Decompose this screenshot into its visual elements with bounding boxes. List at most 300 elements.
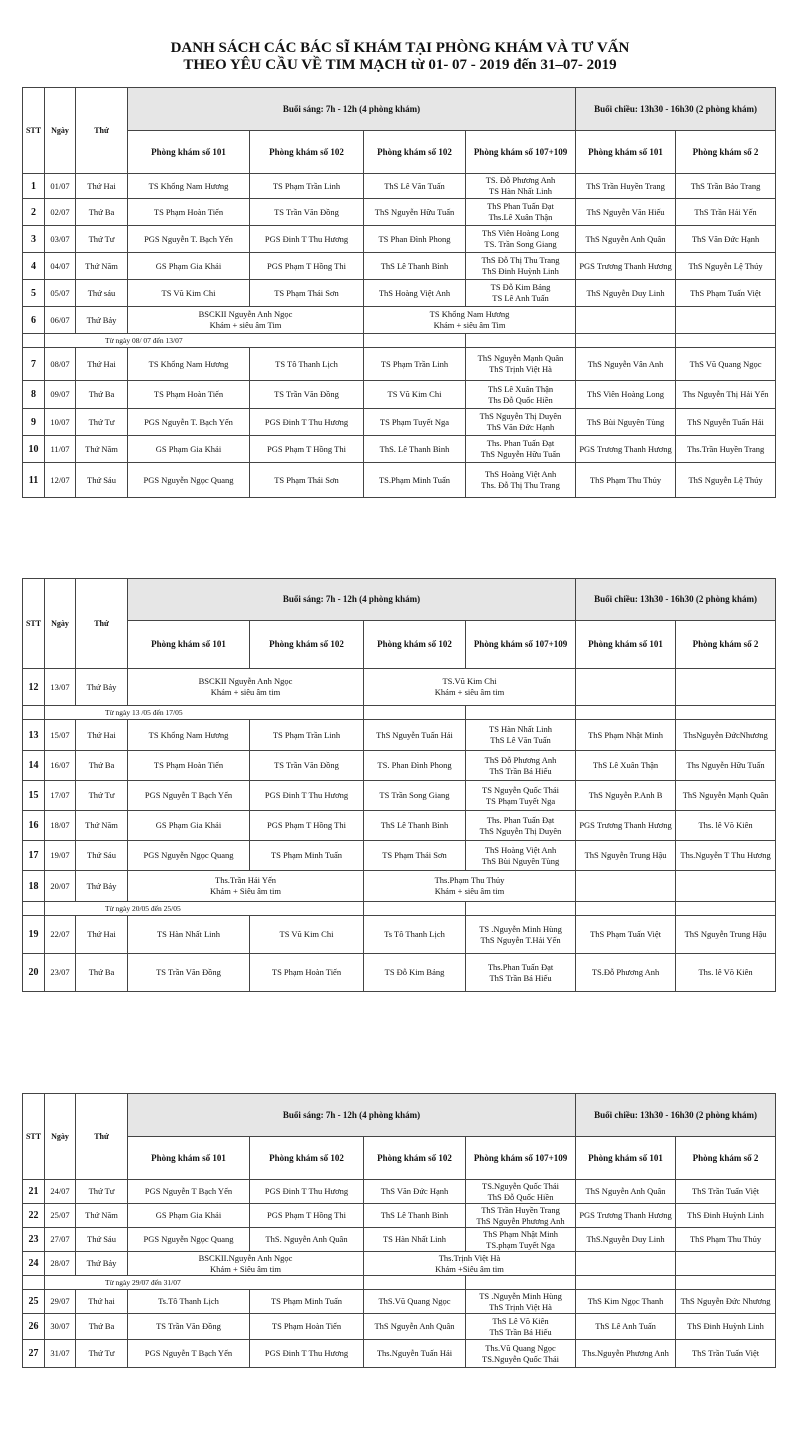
row-weekday: Thứ Năm [76,253,128,280]
doctor-name: PGS Nguyễn Ngọc Quang [143,474,234,485]
doctor-cell [128,381,250,409]
doctor-name: ThS Nguyễn Anh Quân [585,233,666,244]
row-weekday: Thứ Năm [76,436,128,463]
doctor-name: Ths Đỗ Quốc Hiền [488,394,553,405]
blank-cell [576,669,676,706]
blank-cell [466,902,576,916]
header-date: Ngày [45,88,76,174]
row-weekday: Thứ Hai [76,174,128,199]
doctor-name: PGS Trương Thanh Hương [579,443,672,454]
period-subheader-row [23,334,776,348]
row-stt: 8 [23,381,45,409]
doctor-cell [576,781,676,811]
doctor-cell [128,1290,250,1314]
row-stt: 1 [23,174,45,199]
blank-cell [576,334,676,348]
doctor-name: TS.Vũ Kim Chi [442,676,497,686]
doctor-cell [466,811,576,841]
doctor-name: TS Phạm Hoàn Tiến [271,967,342,977]
doctor-cell [466,1228,576,1252]
doctor-cell [676,1290,776,1314]
doctor-name: TS Khổng Nam Hương [148,358,229,369]
blank-cell [576,706,676,720]
doctor-name: ThS.Vũ Quang Ngọc [378,1296,451,1306]
doctor-cell [128,751,250,781]
doctor-name: ThS Lê Thanh Bình [380,1210,449,1220]
blank-cell [364,1276,466,1290]
doctor-cell [128,781,250,811]
doctor-name: ThS Trần Bá Hiếu [489,1326,552,1337]
doctor-cell [466,226,576,253]
doctor-name: Ts.Tô Thanh Lịch [158,1296,219,1306]
doctor-name: Khám +Siêu âm tim [435,1263,504,1274]
row-weekday: Thứ Hai [76,348,128,381]
row-stt: 2 [23,199,45,226]
doctor-name: Ths. Phan Tuấn Đạt [486,814,555,825]
row-date: 05/07 [45,280,76,307]
row-date: 01/07 [45,174,76,199]
saturday-right-cell [364,871,576,902]
doctor-cell [364,280,466,307]
blank-cell [23,334,45,348]
doctor-name: ThS Nguyễn Văn Hiếu [586,206,665,217]
doctor-cell [676,720,776,751]
doctor-name: TS Phạm Hoàn Tiến [153,206,224,217]
doctor-name: TS Phạm Hoàn Tiến [153,760,224,770]
doctor-cell [364,841,466,871]
doctor-cell [364,720,466,751]
doctor-name: PGS Nguyễn T Bạch Yến [144,790,233,800]
header-weekday: Thứ [76,88,128,174]
doctor-cell [128,409,250,436]
row-weekday: Thứ Ba [76,381,128,409]
doctor-name: ThS Nguyễn Hữu Tuấn [480,449,561,459]
doctor-cell [364,409,466,436]
doctor-name: TS. Phan Đình Phong [377,760,452,770]
schedule-row [23,1340,776,1368]
blank-cell [676,902,776,916]
schedule-row [23,720,776,751]
doctor-name: Ths.Phan Tuấn Đạt [487,961,554,972]
blank-cell [364,334,466,348]
header-room: Phòng khám số 102 [364,621,466,669]
row-weekday: Thứ Tư [76,1340,128,1368]
doctor-name: TS. Đỗ Phương Anh [485,175,556,185]
row-weekday: Thứ Sáu [76,1228,128,1252]
header-row [23,579,776,621]
header-stt: STT [23,88,45,174]
header-rooms-row [23,621,776,669]
schedule-row [23,436,776,463]
header-room: Phòng khám số 101 [576,621,676,669]
doctor-name: TS Hàn Nhất Linh [489,724,553,734]
header-room: Phòng khám số 101 [128,621,250,669]
row-weekday: Thứ Bảy [76,871,128,902]
doctor-cell [250,348,364,381]
doctor-name: Ths.Nguyễn Phương Anh [582,1348,669,1358]
doctor-cell [466,436,576,463]
doctor-name: PGS Trương Thanh Hương [579,260,672,271]
doctor-name: ThS Nguyễn T.Hải Yến [480,934,561,945]
row-weekday: Thứ Ba [76,751,128,781]
doctor-cell [128,199,250,226]
doctor-cell [466,280,576,307]
doctor-cell [364,1290,466,1314]
doctor-cell [466,199,576,226]
doctor-cell [466,751,576,781]
doctor-name: ThS Đinh Huỳnh Linh [687,1210,764,1220]
header-afternoon-session: Buổi chiều: 13h30 - 16h30 (2 phòng khám) [576,1094,776,1137]
schedule-row [23,871,776,902]
doctor-name: BSCKII.Nguyễn Anh Ngọc [198,1252,293,1263]
doctor-cell [250,720,364,751]
doctor-cell [466,348,576,381]
row-date: 09/07 [45,381,76,409]
header-weekday: Thứ [76,579,128,669]
doctor-cell [250,781,364,811]
header-rooms-row [23,131,776,174]
doctor-name: Ths Nguyễn Thị Hải Yến [682,389,769,399]
row-stt: 27 [23,1340,45,1368]
doctor-name: ThS Trần Bảo Trang [690,180,761,191]
header-room: Phòng khám số 101 [576,1137,676,1180]
doctor-name: ThS Viên Hoàng Long [482,228,560,238]
blank-cell [576,1252,676,1276]
doctor-cell [466,781,576,811]
doctor-name: PGS Phạm T Hồng Thi [267,820,346,830]
doctor-cell [364,1228,466,1252]
doctor-cell [250,916,364,954]
doctor-cell [364,1314,466,1340]
doctor-name: TS Phạm Trần Linh [272,180,341,191]
doctor-cell [466,1204,576,1228]
period-subheader-row [23,902,776,916]
schedule-row [23,174,776,199]
row-stt: 17 [23,841,45,871]
schedule-row [23,1252,776,1276]
doctor-cell [364,954,466,992]
row-weekday: Thứ Hai [76,720,128,751]
doctor-name: Khám + siêu âm tim [210,687,281,697]
doctor-cell [576,226,676,253]
period-label: Từ ngày 20/05 đến 25/05 [45,902,364,916]
doctor-name: Ths.Nguyễn Tuấn Hải [376,1348,453,1358]
row-stt: 26 [23,1314,45,1340]
row-date: 11/07 [45,436,76,463]
doctor-name: ThS. Nguyễn Anh Quân [265,1234,348,1244]
doctor-cell [128,841,250,871]
doctor-cell [128,811,250,841]
doctor-cell [466,841,576,871]
saturday-right-cell [364,669,576,706]
row-date: 08/07 [45,348,76,381]
doctor-name: ThS Lê Xuân Thận [487,383,554,394]
document-title-line-1: DANH SÁCH CÁC BÁC SĨ KHÁM TẠI PHÒNG KHÁM VÀ TƯ VẤN [170,40,630,56]
doctor-name: Ths. lê Võ Kiên [698,967,753,977]
doctor-name: ThS Lê Thanh Bình [380,820,449,830]
doctor-cell [466,1314,576,1340]
doctor-cell [250,811,364,841]
doctor-name: Khám + siêu âm Tim [209,320,282,330]
doctor-cell [576,841,676,871]
doctor-name: ThS Phạm Nhật Minh [588,729,663,740]
header-room: Phòng khám số 102 [250,131,364,174]
row-weekday: Thứ sáu [76,280,128,307]
doctor-cell [466,381,576,409]
doctor-cell [364,781,466,811]
doctor-name: ThS Phạm Thu Thủy [689,1234,762,1244]
doctor-name: ThS Trần Huyền Trang [586,180,665,191]
row-date: 19/07 [45,841,76,871]
doctor-cell [576,916,676,954]
doctor-cell [250,1290,364,1314]
blank-cell [676,706,776,720]
header-afternoon-session: Buổi chiều: 13h30 - 16h30 (2 phòng khám) [576,579,776,621]
blank-cell [364,706,466,720]
row-stt: 20 [23,954,45,992]
doctor-name: ThS Nguyễn Mạnh Quân [477,353,564,363]
blank-cell [676,1252,776,1276]
schedule-row [23,1314,776,1340]
doctor-name: Ths. Đỗ Thị Thu Trang [481,480,560,490]
row-date: 16/07 [45,751,76,781]
doctor-cell [128,1204,250,1228]
doctor-name: BSCKII Nguyễn Anh Ngọc [198,676,293,686]
doctor-cell [364,811,466,841]
row-date: 25/07 [45,1204,76,1228]
doctor-name: ThS Đỗ Thị Thu Trang [481,255,560,265]
doctor-name: Khám + Siêu âm tim [210,886,281,896]
doctor-name: PGS Nguyễn T. Bạch Yến [144,233,233,244]
doctor-cell [250,199,364,226]
doctor-cell [128,226,250,253]
doctor-name: PGS Nguyễn Ngọc Quang [143,1234,234,1244]
schedule-row [23,954,776,992]
doctor-name: TS Tô Thanh Lịch [275,358,338,369]
row-stt: 4 [23,253,45,280]
doctor-name: TS Lê Anh Tuấn [492,293,549,303]
doctor-name: ThS Viên Hoàng Long [587,389,665,399]
header-weekday: Thứ [76,1094,128,1180]
doctor-name: TS Trần Văn Đồng [156,967,221,977]
doctor-name: TS Phạm Hoàn Tiến [271,1321,342,1331]
doctor-name: ThS Nguyễn Anh Quân [374,1321,455,1331]
doctor-cell [676,781,776,811]
doctor-cell [676,916,776,954]
header-room: Phòng khám số 102 [364,1137,466,1180]
doctor-cell [576,811,676,841]
schedule-row [23,1290,776,1314]
doctor-cell [250,174,364,199]
schedule-row [23,781,776,811]
doctor-name: TS.Phạm Minh Tuấn [378,474,451,485]
doctor-name: ThS Nguyễn Duy Linh [586,287,665,298]
doctor-name: ThS Đinh Huỳnh Linh [687,1321,764,1331]
row-date: 02/07 [45,199,76,226]
doctor-name: TS Đỗ Kim Bảng [490,282,551,292]
schedule-row [23,1204,776,1228]
doctor-cell [676,841,776,871]
doctor-cell [250,253,364,280]
doctor-name: ThS Nguyễn Tuấn Hải [687,416,764,427]
row-stt: 18 [23,871,45,902]
row-date: 29/07 [45,1290,76,1314]
row-date: 03/07 [45,226,76,253]
doctor-cell [128,280,250,307]
doctor-name: GS Phạm Gia Khải [155,1210,222,1220]
doctor-name: PGS Phạm T Hồng Thi [267,1210,346,1220]
doctor-name: TS Nguyễn Quốc Thái [482,784,560,795]
doctor-name: ThsNguyễn ĐứcNhương [683,729,768,740]
row-date: 10/07 [45,409,76,436]
row-stt: 6 [23,307,45,334]
schedule-row [23,409,776,436]
doctor-name: PGS Nguyễn T Bạch Yến [144,1348,233,1358]
doctor-name: ThS Hoàng Việt Anh [484,469,557,479]
doctor-cell [676,409,776,436]
row-weekday: Thứ Hai [76,916,128,954]
doctor-name: ThS Đinh Huỳnh Linh [482,266,559,276]
row-stt: 25 [23,1290,45,1314]
row-stt: 13 [23,720,45,751]
doctor-name: TS Khổng Nam Hương [148,180,229,191]
doctor-cell [576,954,676,992]
doctor-name: ThS Phan Tuấn Đạt [487,201,554,211]
doctor-name: TS Vũ Kim Chi [161,287,216,298]
doctor-cell [676,174,776,199]
doctor-cell [250,436,364,463]
row-date: 24/07 [45,1180,76,1204]
doctor-cell [576,1290,676,1314]
schedule-row [23,669,776,706]
schedule-table-3 [22,1093,776,1368]
row-weekday: Thứ hai [76,1290,128,1314]
doctor-name: TS Khổng Nam Hương [148,729,229,740]
header-room: Phòng khám số 107+109 [466,131,576,174]
doctor-cell [676,280,776,307]
blank-cell [576,307,676,334]
doctor-cell [250,409,364,436]
schedule-row [23,811,776,841]
header-room: Phòng khám số 102 [364,131,466,174]
doctor-cell [466,1180,576,1204]
header-room: Phòng khám số 102 [250,621,364,669]
doctor-cell [364,1180,466,1204]
doctor-cell [364,381,466,409]
row-stt: 23 [23,1228,45,1252]
doctor-name: TS Trần Văn Đồng [156,1321,221,1331]
doctor-cell [466,916,576,954]
doctor-cell [676,1314,776,1340]
doctor-name: TS. Trần Song Giang [484,239,557,249]
blank-cell [364,902,466,916]
saturday-left-cell [128,669,364,706]
doctor-name: ThS Văn Đức Hạnh [380,1186,449,1196]
schedule-table-1 [22,87,776,498]
doctor-cell [676,1228,776,1252]
header-room: Phòng khám số 107+109 [466,1137,576,1180]
blank-cell [676,1276,776,1290]
doctor-name: Ths.Trịnh Việt Hà [438,1252,501,1263]
row-date: 23/07 [45,954,76,992]
doctor-name: ThS Nguyễn Anh Quân [585,1186,666,1196]
doctor-name: Ts Tô Thanh Lịch [384,929,445,939]
blank-cell [576,1276,676,1290]
doctor-cell [466,463,576,498]
saturday-left-cell [128,871,364,902]
period-label: Từ ngày 29/07 đến 31/07 [45,1276,364,1290]
doctor-cell [576,409,676,436]
doctor-name: ThS Trịnh Việt Hà [489,364,552,374]
doctor-name: Ths.Phạm Thu Thủy [434,875,505,885]
header-room: Phòng khám số 101 [128,1137,250,1180]
schedule-row [23,1228,776,1252]
doctor-name: PGS Đinh T Thu Hương [264,1186,349,1196]
doctor-name: GS Phạm Gia Khải [155,443,222,454]
doctor-name: ThS Hoàng Việt Anh [378,287,451,298]
doctor-name: ThS Vũ Quang Ngọc [689,358,762,369]
schedule-row [23,1180,776,1204]
doctor-cell [250,841,364,871]
header-room: Phòng khám số 107+109 [466,621,576,669]
doctor-cell [466,253,576,280]
doctor-cell [128,436,250,463]
blank-cell [466,334,576,348]
row-stt: 3 [23,226,45,253]
doctor-name: PGS Trương Thanh Hương [579,1210,672,1220]
saturday-left-cell [128,1252,364,1276]
header-morning-session: Buổi sáng: 7h - 12h (4 phòng khám) [128,1094,576,1137]
doctor-name: TS Phạm Tuyết Nga [379,416,450,427]
saturday-right-cell [364,1252,576,1276]
doctor-name: ThS Nguyễn Lệ Thúy [688,260,763,271]
doctor-cell [576,1340,676,1368]
doctor-name: TS Phạm Tuyết Nga [485,795,556,806]
doctor-name: ThS Nguyễn Tuấn Hải [376,729,453,740]
doctor-name: TS Phạm Thái Sơn [382,850,447,860]
row-weekday: Thứ Bảy [76,307,128,334]
schedule-row [23,307,776,334]
row-weekday: Thứ Bảy [76,1252,128,1276]
doctor-name: ThS Văn Đức Hạnh [486,422,555,432]
row-date: 20/07 [45,871,76,902]
doctor-name: TS Phạm Trần Linh [380,358,449,369]
doctor-name: TS.Đỗ Phương Anh [591,967,660,977]
row-weekday: Thứ Bảy [76,669,128,706]
doctor-name: ThS Hoàng Việt Anh [484,844,557,855]
doctor-name: ThS Nguyễn Thị Duyên [479,411,562,421]
doctor-name: TS Phạm Minh Tuấn [270,1296,343,1306]
doctor-cell [250,463,364,498]
schedule-row [23,199,776,226]
row-stt: 14 [23,751,45,781]
blank-cell [576,902,676,916]
doctor-cell [676,1180,776,1204]
doctor-cell [576,280,676,307]
doctor-name: ThS Nguyễn Phương Anh [476,1215,565,1226]
doctor-name: ThS Kim Ngọc Thanh [587,1296,664,1306]
doctor-cell [676,1204,776,1228]
header-morning-session: Buổi sáng: 7h - 12h (4 phòng khám) [128,88,576,131]
row-weekday: Thứ Ba [76,199,128,226]
period-label: Từ ngày 13 /05 đến 17/05 [45,706,364,720]
doctor-name: ThS Lê Võ Kiên [492,1315,549,1326]
doctor-cell [364,1340,466,1368]
doctor-name: ThS Lê Thanh Bình [380,260,449,271]
doctor-cell [576,436,676,463]
schedule-row [23,463,776,498]
doctor-cell [128,720,250,751]
